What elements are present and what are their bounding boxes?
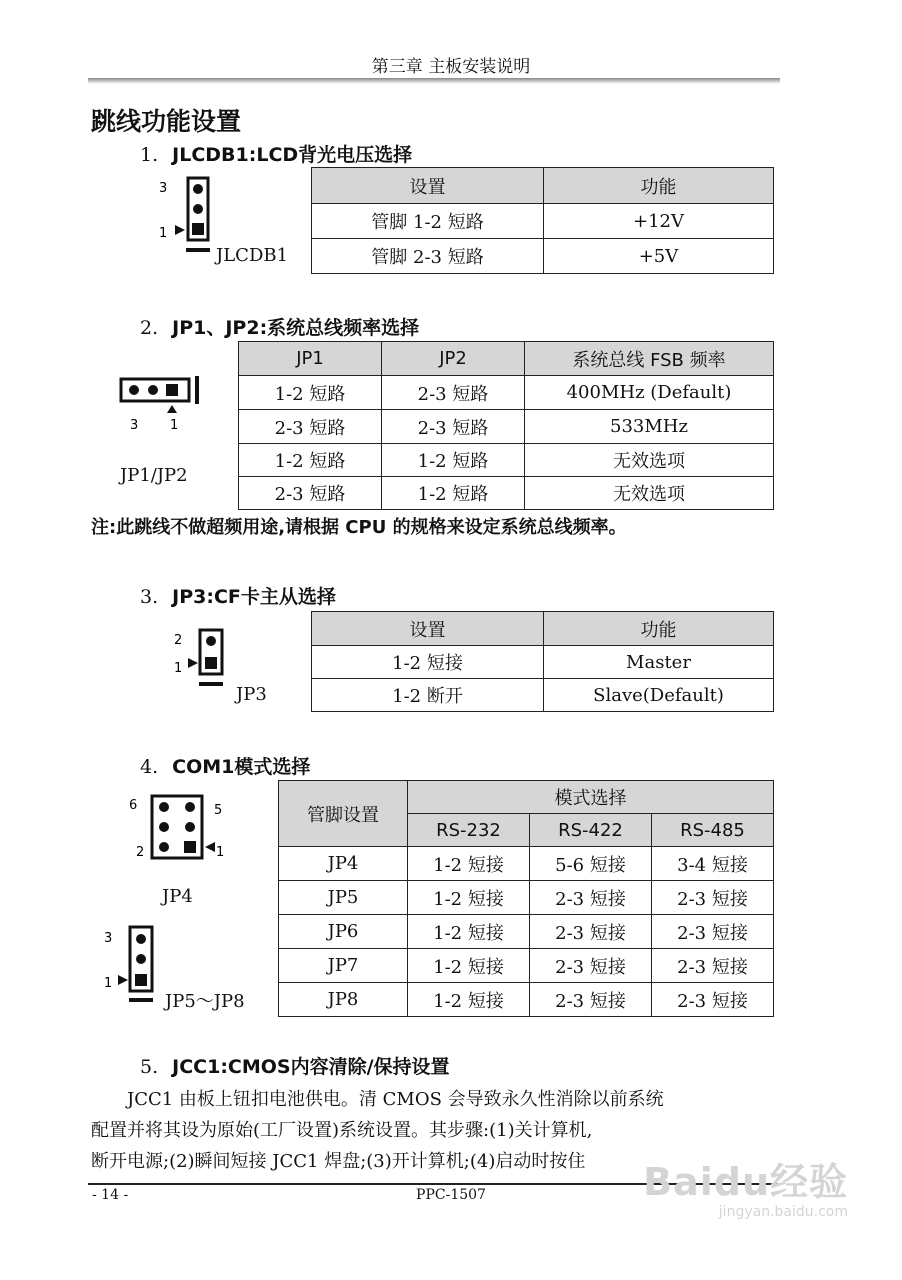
com1-mode-table (278, 780, 774, 1017)
jlcdb1-pin-bottom-label: 1 (159, 226, 168, 241)
table-cell: 管脚 1-2 短路 (312, 204, 544, 239)
header-rule (88, 78, 780, 84)
table-cell: 无效选项 (525, 477, 774, 510)
table-cell: 1-2 短接 (408, 847, 530, 881)
item5-title-text: JCC1:CMOS内容清除/保持设置 (172, 1056, 450, 1078)
table-cell: 1-2 短路 (382, 444, 525, 477)
jlcdb1-pin1 (192, 223, 204, 235)
table-header: RS-422 (530, 814, 652, 847)
table-cell: Slave(Default) (544, 679, 774, 712)
table-header: 设置 (312, 612, 544, 646)
jlcdb1-base-bar (186, 248, 210, 252)
table-cell: 2-3 短接 (652, 983, 774, 1017)
jp5-pin1 (135, 974, 147, 986)
item4-title-text: COM1模式选择 (172, 756, 311, 778)
jp4-pin5-label: 5 (214, 803, 223, 818)
jp5-pin-bottom-label: 1 (104, 976, 113, 991)
table-cell: 1-2 短路 (239, 376, 382, 410)
jp3-pin-bottom-label: 1 (174, 661, 183, 676)
jp3-jumper-diagram (168, 626, 232, 692)
jp4-pin2-label: 2 (136, 845, 145, 860)
item5-title (140, 1052, 450, 1079)
jp4-pin1-arrow-icon (205, 842, 215, 852)
jp5-pin2 (136, 954, 146, 964)
jp5-jp8-jumper-diagram (100, 922, 164, 1006)
item2-title (140, 313, 419, 340)
jp5-base-bar (129, 998, 153, 1002)
jp1-jp2-jumper-diagram (115, 372, 205, 434)
jlcdb1-pin1-arrow-icon (175, 225, 185, 235)
table-cell: JP7 (279, 949, 408, 983)
table-cell: 2-3 短接 (530, 915, 652, 949)
chapter-header: 第三章 主板安装说明 (371, 57, 531, 77)
item3-number: 3. (140, 586, 159, 608)
table-cell: 2-3 短接 (652, 881, 774, 915)
item2-title-text: JP1、JP2:系统总线频率选择 (172, 317, 420, 339)
table-header: RS-485 (652, 814, 774, 847)
jp1-pin3 (129, 385, 139, 395)
jp1-jp2-label: JP1/JP2 (120, 465, 188, 486)
table-cell: 管脚 2-3 短路 (312, 239, 544, 274)
item1-title-text: JLCDB1:LCD背光电压选择 (172, 144, 413, 166)
table-cell: 1-2 短路 (239, 444, 382, 477)
jlcdb1-jumper-diagram (155, 170, 225, 260)
table-cell: 1-2 短路 (382, 477, 525, 510)
item2-number: 2. (140, 317, 159, 339)
jp4-jumper-diagram (125, 792, 225, 862)
item5-number: 5. (140, 1056, 159, 1078)
jp5-pin3 (136, 934, 146, 944)
jp4-pin3 (185, 822, 195, 832)
table-corner-header: 管脚设置 (279, 781, 408, 847)
jp1-pin1-arrow-icon (167, 405, 177, 413)
table-cell: 2-3 短路 (239, 477, 382, 510)
jp4-pin2 (159, 842, 169, 852)
table-cell: 1-2 短接 (408, 881, 530, 915)
jp1-pin-left-label: 3 (130, 418, 139, 433)
table-cell: 5-6 短接 (530, 847, 652, 881)
table-cell: 2-3 短接 (652, 915, 774, 949)
table-cell: 2-3 短路 (239, 410, 382, 444)
table-header: JP1 (239, 342, 382, 376)
fsb-note: 注:此跳线不做超频用途,请根据 CPU 的规格来设定系统总线频率。 (91, 517, 627, 538)
jp4-pin1 (184, 841, 196, 853)
paragraph-line: JCC1 由板上钮扣电池供电。清 CMOS 会导致永久性消除以前系统 (127, 1089, 664, 1110)
jp5-jp8-label: JP5～JP8 (165, 991, 245, 1012)
watermark-url: jingyan.baidu.com (718, 1204, 848, 1220)
table-cell: Master (544, 646, 774, 679)
paragraph-line: 断开电源;(2)瞬间短接 JCC1 焊盘;(3)开计算机;(4)启动时按住 (91, 1151, 586, 1172)
table-cell: 2-3 短接 (652, 949, 774, 983)
table-cell: 533MHz (525, 410, 774, 444)
item1-title (140, 140, 412, 167)
table-cell: 400MHz (Default) (525, 376, 774, 410)
jlcdb1-pin3 (193, 184, 203, 194)
item3-title-text: JP3:CF卡主从选择 (172, 586, 336, 608)
jp4-pin6 (159, 802, 169, 812)
jp4-pin4 (159, 822, 169, 832)
jp3-base-bar (199, 682, 223, 686)
jp3-table (311, 611, 774, 712)
fsb-frequency-table (238, 341, 774, 510)
table-header: 功能 (544, 168, 774, 204)
table-header: 功能 (544, 612, 774, 646)
table-cell: +5V (544, 239, 774, 274)
model-name: PPC-1507 (416, 1187, 486, 1203)
item4-title (140, 752, 310, 779)
table-header: 设置 (312, 168, 544, 204)
page-number: - 14 - (92, 1187, 129, 1203)
jp1-side-bar (195, 376, 199, 404)
table-header: JP2 (382, 342, 525, 376)
jp3-pin-top-label: 2 (174, 633, 183, 648)
jp5-pin1-arrow-icon (118, 975, 128, 985)
table-cell: JP6 (279, 915, 408, 949)
table-cell: +12V (544, 204, 774, 239)
jp1-pin1 (166, 384, 178, 396)
table-header: 系统总线 FSB 频率 (525, 342, 774, 376)
jp3-pin1 (205, 657, 217, 669)
table-cell: 2-3 短路 (382, 376, 525, 410)
jp3-pin2 (206, 636, 216, 646)
table-cell: 2-3 短接 (530, 949, 652, 983)
jlcdb1-table (311, 167, 774, 274)
jp4-pin1-label: 1 (216, 845, 225, 860)
table-cell: 3-4 短接 (652, 847, 774, 881)
table-cell: 1-2 短接 (408, 915, 530, 949)
table-cell: 2-3 短接 (530, 881, 652, 915)
item1-number: 1. (140, 144, 159, 166)
table-cell: 2-3 短路 (382, 410, 525, 444)
baidu-watermark (643, 1160, 848, 1220)
jlcdb1-pin-top-label: 3 (159, 181, 168, 196)
table-cell: 1-2 断开 (312, 679, 544, 712)
table-cell: 1-2 短接 (408, 983, 530, 1017)
table-cell: 无效选项 (525, 444, 774, 477)
jp4-pin5 (185, 802, 195, 812)
jp4-pin6-label: 6 (129, 798, 138, 813)
table-cell: 1-2 短接 (408, 949, 530, 983)
item4-number: 4. (140, 756, 159, 778)
table-header: RS-232 (408, 814, 530, 847)
jp1-pin2 (148, 385, 158, 395)
table-cell: JP5 (279, 881, 408, 915)
watermark-logo: Baidu经验 (643, 1160, 848, 1204)
jp4-label: JP4 (162, 886, 193, 907)
table-cell: JP4 (279, 847, 408, 881)
table-cell: 1-2 短接 (312, 646, 544, 679)
table-cell: 2-3 短接 (530, 983, 652, 1017)
item3-title (140, 582, 336, 609)
section-title: 跳线功能设置 (91, 107, 242, 136)
paragraph-line: 配置并将其设为原始(工厂设置)系统设置。其步骤:(1)关计算机, (91, 1120, 593, 1141)
jp1-pin-right-label: 1 (170, 418, 179, 433)
jp3-pin1-arrow-icon (188, 658, 198, 668)
table-cell: JP8 (279, 983, 408, 1017)
jp5-pin-top-label: 3 (104, 931, 113, 946)
jlcdb1-pin2 (193, 204, 203, 214)
jlcdb1-label: JLCDB1 (216, 245, 289, 266)
table-group-header: 模式选择 (408, 781, 774, 814)
jp3-label: JP3 (236, 684, 267, 705)
